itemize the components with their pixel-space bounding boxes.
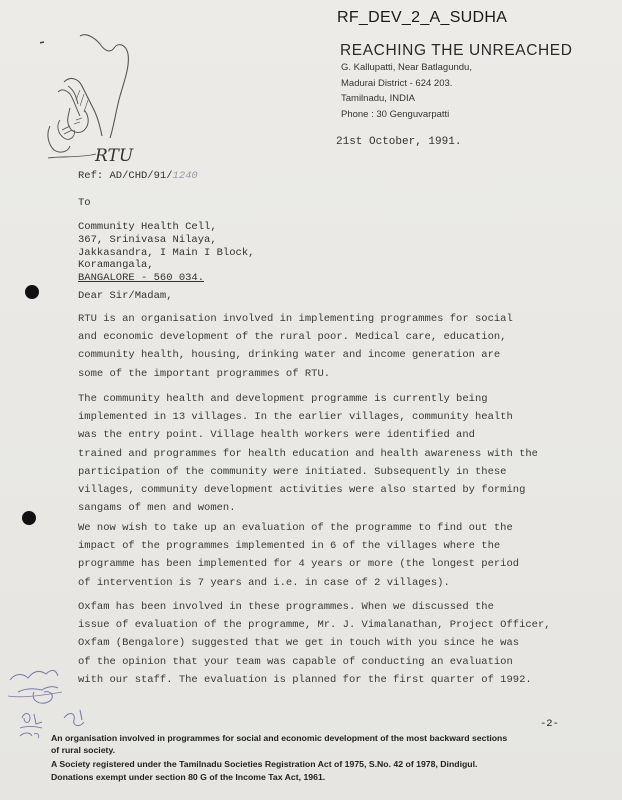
addressee-line: BANGALORE - 560 034. [78,272,205,285]
page-number: -2- [540,718,559,730]
footer-line: An organisation involved in programmes for social and economic development of the most backward sections [51,733,508,743]
paragraph-line: and economic development of the rural poor. Medical care, education, [78,331,507,344]
addressee-line: Koramangala, [78,259,154,272]
footer-line: A Society registered under the Tamilnadu Societies Registration Act of 1975, S.No. 42 of 1978, Dindigul. [51,759,478,769]
org-address [341,60,472,122]
paragraph-line: was the entry point. Village health workers were identified and [78,429,475,442]
paragraph-line: The community health and development programme is currently being [78,393,488,405]
body-paragraph [78,390,618,517]
paragraph-line: issue of evaluation of the programme, Mr. J. Vimalanathan, Project Officer, [78,619,551,632]
document-id: RF_DEV_2_A_SUDHA [337,9,508,26]
paragraph-line: villages, community development activities were also started by forming [78,484,526,497]
footer-line: Donations exempt under section 80 G of the Income Tax Act, 1961. [51,772,326,782]
paragraph-line: of the opinion that your team was capable of conducting an evaluation [78,655,513,668]
org-name: REACHING THE UNREACHED [340,42,573,59]
paragraph-line: Oxfam has been involved in these programmes. When we discussed the [78,601,494,613]
addressee-block [78,221,254,285]
paragraph-line: of intervention is 7 years and i.e. in case of 2 villages). [78,576,450,589]
reference-handwritten-number: 1240 [172,170,198,182]
footer-line: of rural society. [51,745,116,755]
reference-line [78,170,198,182]
reference-label: Ref: AD/CHD/91/ [78,170,173,182]
paragraph-line: We now wish to take up an evaluation of the programme to find out the [78,522,513,534]
salutation: Dear Sir/Madam, [78,290,173,302]
body-paragraph [78,598,618,689]
paragraph-line: sangams of men and women. [78,502,236,515]
body-paragraph [78,310,618,383]
paragraph-line: community health, housing, drinking water and income generation are [78,349,501,362]
paragraph-line: implemented in 13 villages. In the earlier villages, community health [78,411,513,424]
address-line: Tamilnadu, INDIA [341,93,415,104]
punch-hole [22,511,36,525]
punch-hole [25,285,39,299]
paragraph-line: with our staff. The evaluation is planned for the first quarter of 1992. [78,673,532,686]
paragraph-line: programme has been implemented for 4 years or more (the longest period [78,558,520,571]
letter-date: 21st October, 1991. [336,136,462,148]
logo-text: RTU [95,146,134,166]
address-line: Madurai District - 624 203. [341,77,453,89]
paragraph-line: impact of the programmes implemented in 6 of the villages where the [78,540,501,553]
body-paragraph [78,519,618,592]
paragraph-line: participation of the community were initiated. Subsequently in these [78,465,507,478]
paragraph-line: Oxfam (Bengalore) suggested that we get in touch with you since he was [78,637,520,650]
addressee-line: Jakkasandra, I Main I Block, [78,246,255,259]
addressee-line: 367, Srinivasa Nilaya, [78,233,217,246]
to-label: To [78,197,91,209]
paragraph-line: some of the important programmes of RTU. [78,367,331,380]
address-line: G. Kallupatti, Near Batlagundu, [341,62,472,73]
address-line: Phone : 30 Genguvarpatti [341,108,450,120]
paragraph-line: RTU is an organisation involved in implementing programmes for social [78,313,513,325]
addressee-line: Community Health Cell, [78,221,217,233]
paragraph-line: trained and programmes for health education and health awareness with the [78,447,538,460]
